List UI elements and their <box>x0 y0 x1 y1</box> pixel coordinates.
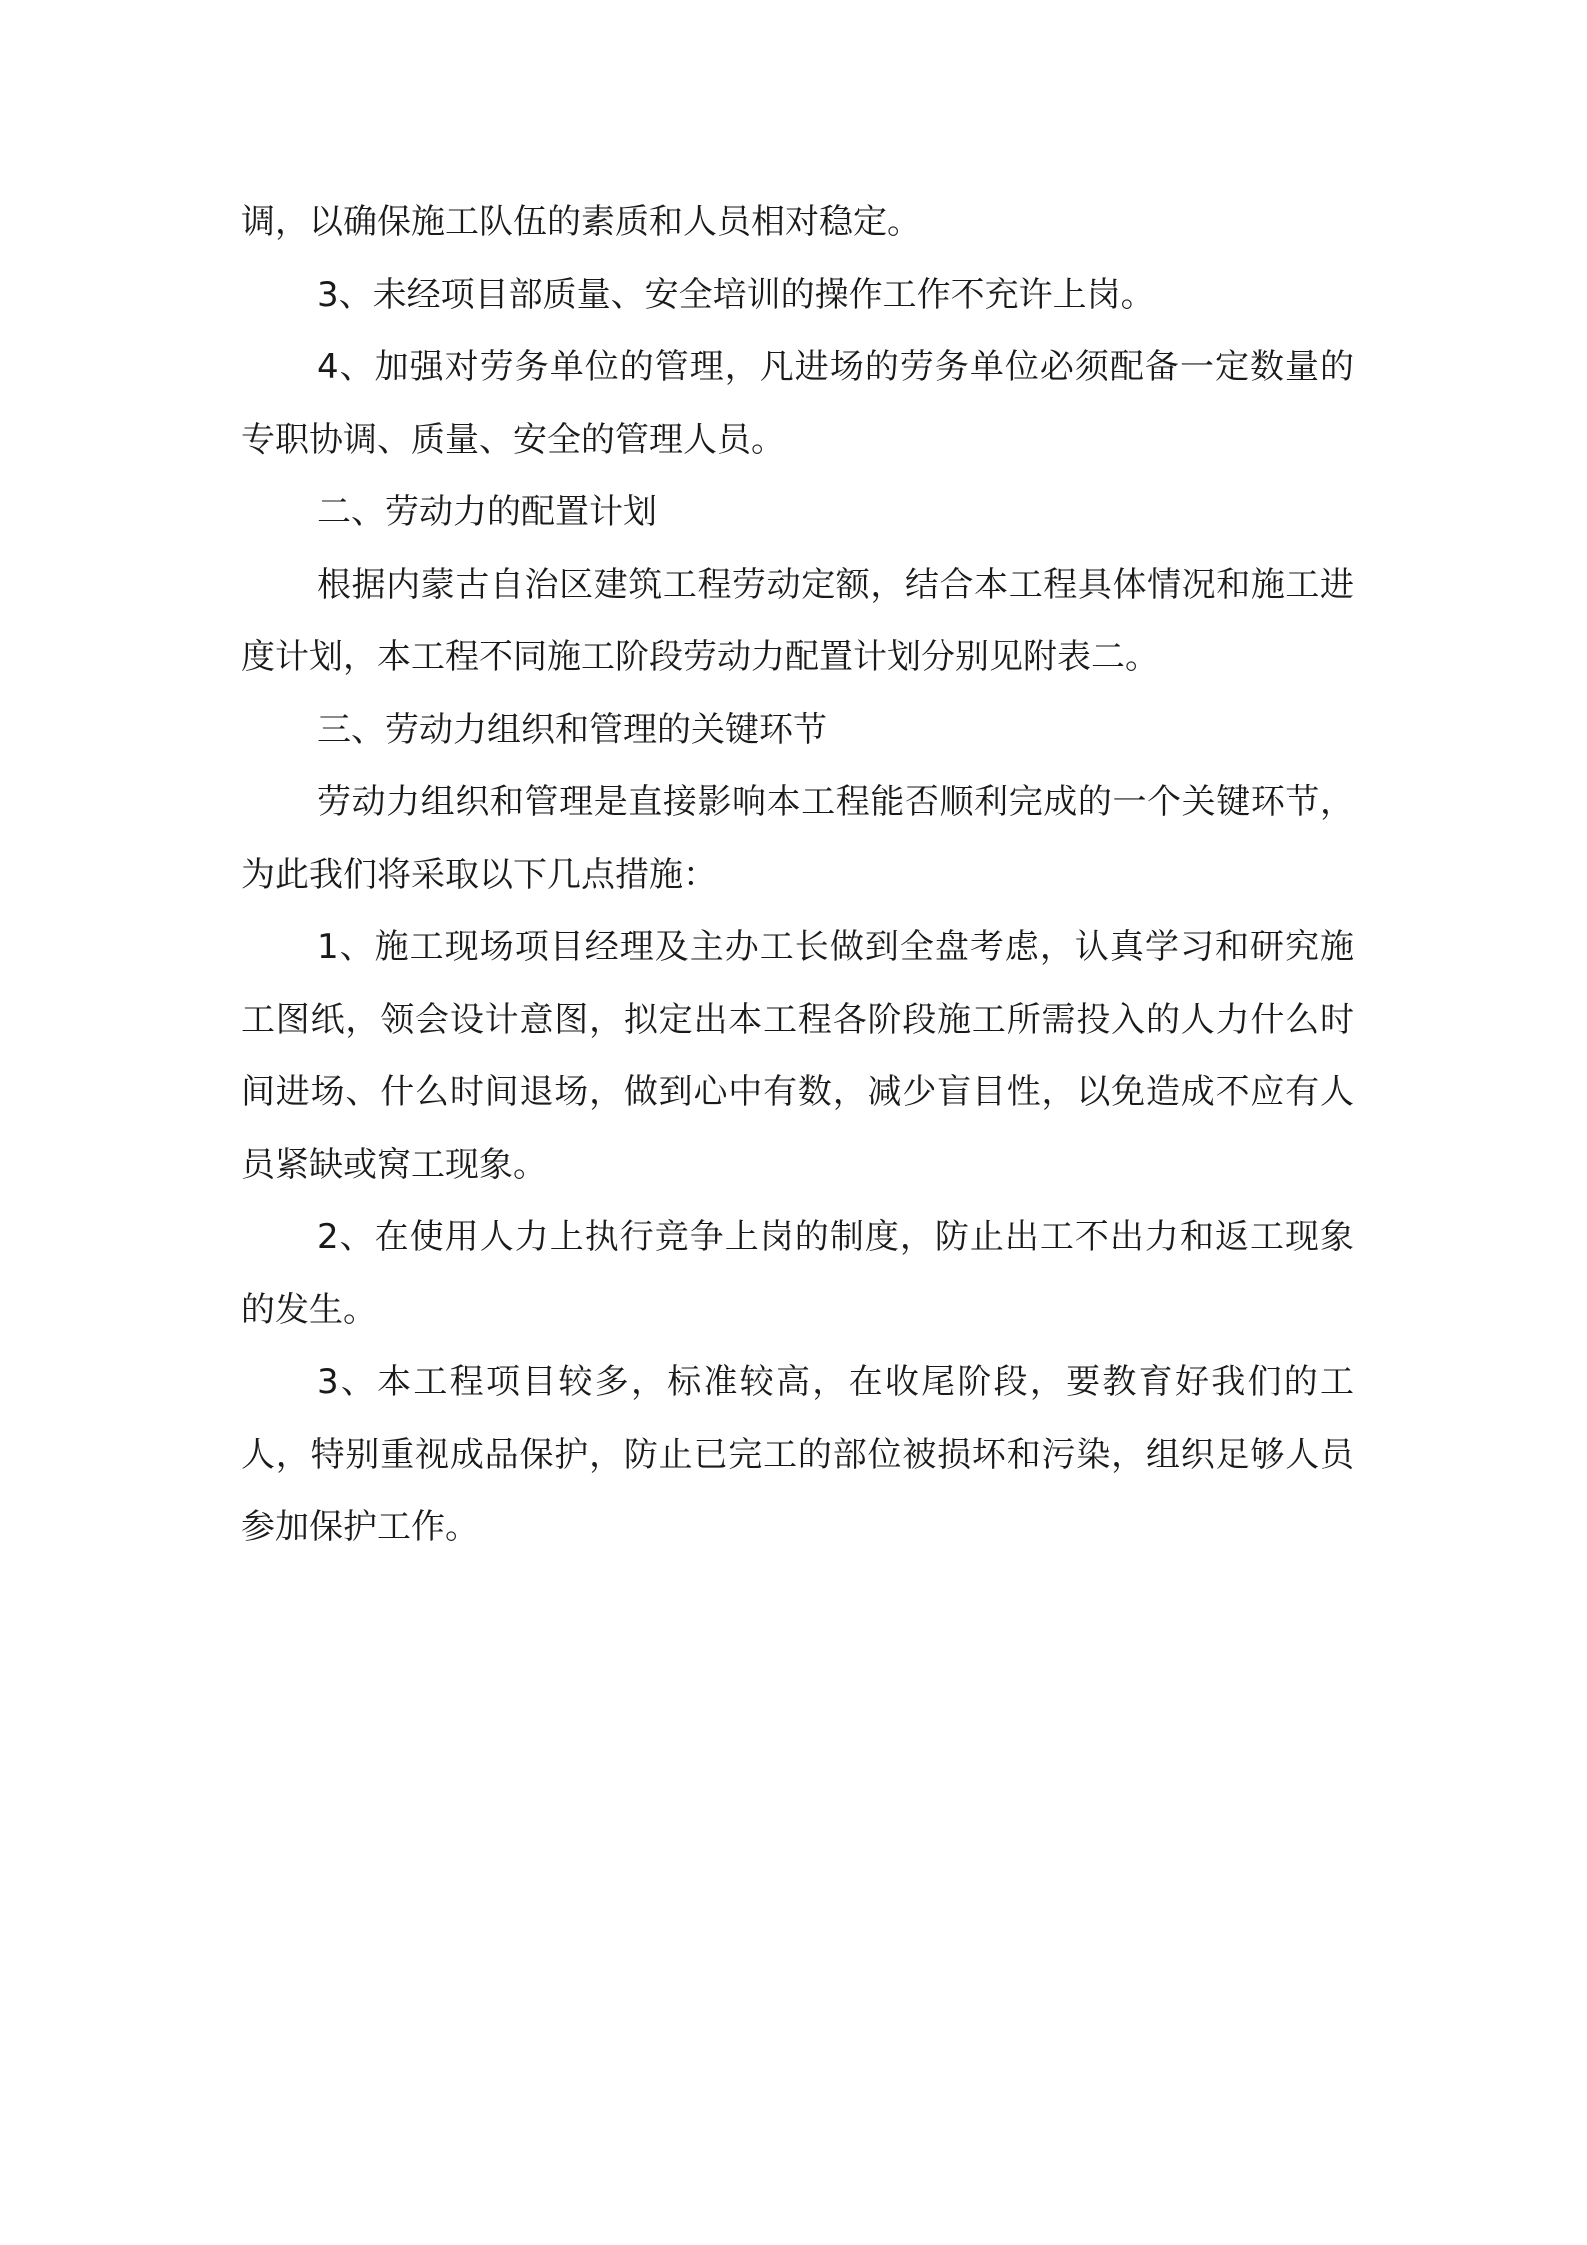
paragraph-item-3-training: 3、未经项目部质量、安全培训的操作工作不充许上岗。 <box>317 274 1155 315</box>
paragraph-measure-1: 1、施工现场项目经理及主办工长做到全盘考虑，认真学习和研究施工图纸，领会设计意图，拟定出本工程各阶段施工所需投入的人力什么时间进场、什么时间退场，做到心中有数，减少盲目性，以免造成不应有人员紧缺或窝工现象。 <box>241 927 1354 1185</box>
document-body <box>241 186 1354 1564</box>
paragraph-item-4-labor-management: 4、加强对劳务单位的管理，凡进场的劳务单位必须配备一定数量的专职协调、质量、安全的管理人员。 <box>241 347 1354 460</box>
section-heading-labor-allocation: 二、劳动力的配置计划 <box>317 492 657 532</box>
paragraph-continuation: 调，以确保施工队伍的素质和人员相对稳定。 <box>241 202 921 242</box>
paragraph-measure-2: 2、在使用人力上执行竞争上岗的制度，防止出工不出力和返工现象的发生。 <box>241 1217 1354 1330</box>
section-heading-key-links: 三、劳动力组织和管理的关键环节 <box>317 709 827 750</box>
paragraph-allocation-plan: 根据内蒙古自治区建筑工程劳动定额，结合本工程具体情况和施工进度计划，本工程不同施工阶段劳动力配置计划分别见附表二。 <box>241 564 1354 677</box>
paragraph-key-links-intro: 劳动力组织和管理是直接影响本工程能否顺利完成的一个关键环节，为此我们将采取以下几点措施： <box>241 782 1354 895</box>
paragraph-measure-3: 3、本工程项目较多，标准较高，在收尾阶段，要教育好我们的工人，特别重视成品保护，防止已完工的部位被损坏和污染，组织足够人员参加保护工作。 <box>241 1362 1354 1547</box>
